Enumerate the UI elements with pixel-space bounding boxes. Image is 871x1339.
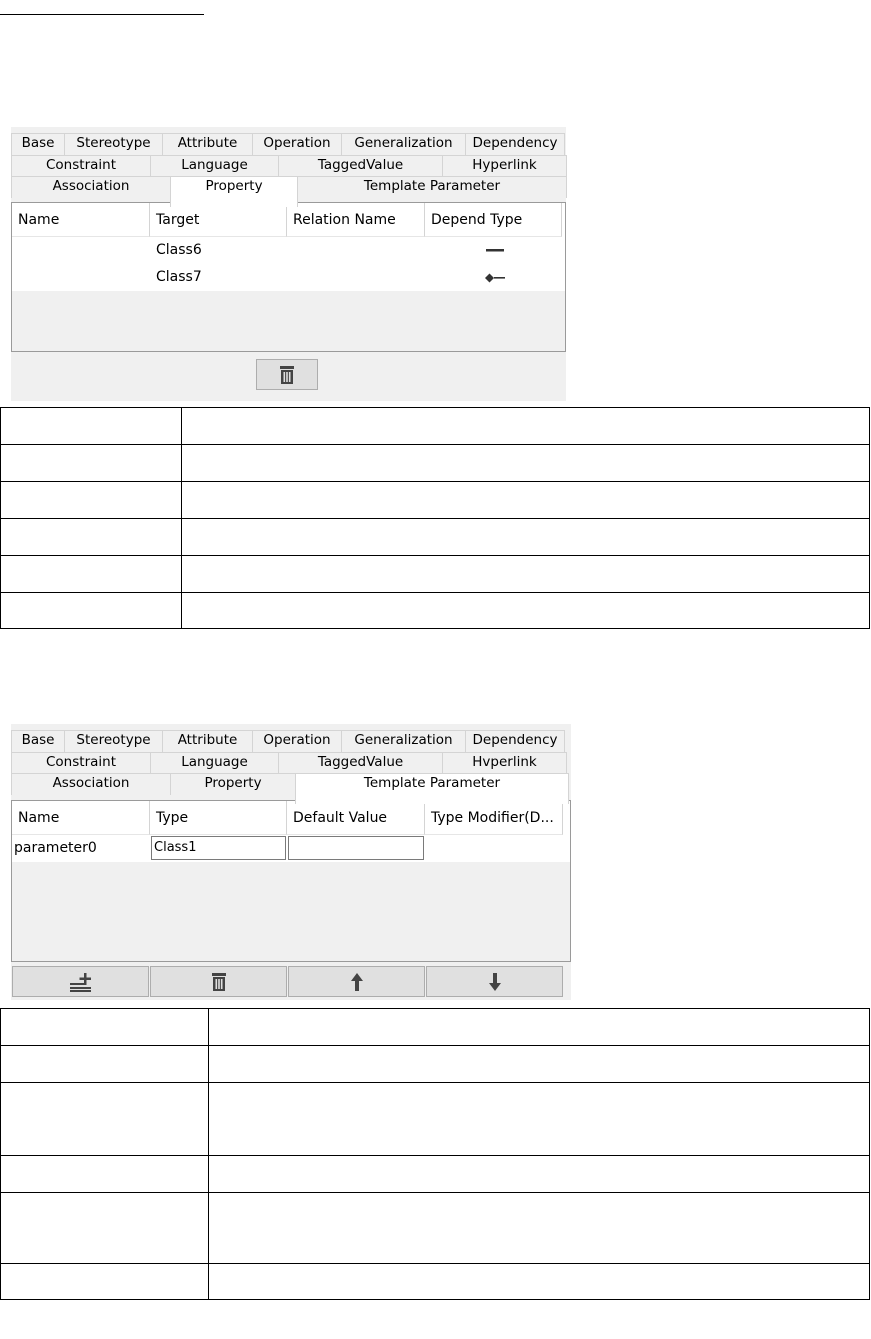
tab-language[interactable]: Language [150, 752, 279, 774]
tab-constraint[interactable]: Constraint [11, 155, 151, 177]
cell-default-value[interactable] [287, 835, 425, 862]
tab-constraint[interactable]: Constraint [11, 752, 151, 774]
tab-taggedvalue[interactable]: TaggedValue [278, 155, 443, 177]
delete-button[interactable] [256, 359, 318, 390]
tab-property[interactable]: Property [170, 773, 296, 795]
table-row[interactable] [12, 237, 565, 264]
table-row [1, 445, 870, 482]
table-row [1, 408, 870, 445]
underline-rule [0, 0, 204, 15]
table-row [1, 1046, 870, 1083]
tab-language[interactable]: Language [150, 155, 279, 177]
description-table-2 [0, 1008, 870, 1300]
tab-stereotype[interactable]: Stereotype [64, 730, 163, 752]
table-row [1, 1083, 870, 1156]
tab-dependency[interactable]: Dependency [465, 730, 565, 752]
tab-template-parameter[interactable]: Template Parameter [295, 773, 569, 804]
tab-base[interactable]: Base [11, 133, 65, 155]
tab-generalization[interactable]: Generalization [341, 730, 466, 752]
cell-relation-name[interactable] [287, 237, 425, 264]
cell-depend-type[interactable] [425, 264, 562, 291]
cell-name[interactable] [12, 264, 150, 291]
property-table [11, 202, 566, 352]
table-header [12, 801, 570, 835]
move-up-button[interactable] [288, 966, 425, 997]
template-parameter-table [11, 800, 571, 962]
table-row[interactable] [12, 264, 565, 291]
template-parameter-panel [11, 724, 571, 1000]
delete-button[interactable] [150, 966, 287, 997]
tab-generalization[interactable]: Generalization [341, 133, 466, 155]
tab-attribute[interactable]: Attribute [162, 133, 253, 155]
cell-target[interactable]: Class7 [156, 269, 202, 285]
tab-row-1 [11, 730, 571, 752]
down-arrow-icon [488, 972, 502, 992]
tab-hyperlink[interactable]: Hyperlink [442, 155, 567, 177]
column-header-target[interactable]: Target [150, 203, 287, 237]
cell-depend-type[interactable] [425, 237, 562, 264]
cell-name[interactable] [12, 237, 150, 264]
column-header-type[interactable]: Type [150, 801, 287, 835]
column-header-relation-name[interactable]: Relation Name [287, 203, 425, 237]
tab-hyperlink[interactable]: Hvperlink [442, 752, 567, 774]
table-row [1, 1264, 870, 1300]
column-header-name[interactable]: Name [12, 801, 150, 835]
tab-template-parameter[interactable]: Template Parameter [297, 176, 567, 198]
cell-relation-name[interactable] [287, 264, 425, 291]
tab-row-2 [11, 155, 566, 177]
column-header-name[interactable]: Name [12, 203, 150, 237]
cell-type[interactable] [150, 835, 287, 862]
cell-type-modifier[interactable] [425, 835, 563, 862]
cell-target[interactable]: Class6 [156, 242, 202, 258]
add-row-button[interactable] [12, 966, 149, 997]
tab-dependency[interactable]: Dependency [465, 133, 565, 155]
tab-property[interactable]: Property [170, 176, 298, 207]
table-row [1, 519, 870, 556]
tab-base[interactable]: Base [11, 730, 65, 752]
table-row[interactable] [12, 835, 570, 862]
up-arrow-icon [350, 972, 364, 992]
type-field[interactable]: Class1 [151, 836, 286, 860]
composition-diamond-icon [484, 272, 506, 284]
column-header-default-value[interactable]: Default Value [287, 801, 425, 835]
tab-stereotype[interactable]: Stereotype [64, 133, 163, 155]
move-down-button[interactable] [426, 966, 563, 997]
tab-taggedvalue[interactable]: TaggedValue [278, 752, 443, 774]
tab-row-2 [11, 752, 571, 774]
add-row-icon [69, 972, 93, 992]
description-table-1 [0, 407, 870, 629]
table-row [1, 1009, 870, 1046]
property-panel [11, 127, 566, 401]
default-value-field[interactable] [288, 836, 424, 860]
tab-operation[interactable]: Operation [252, 133, 342, 155]
table-row [1, 593, 870, 629]
table-row [1, 556, 870, 593]
column-header-type-modifier[interactable]: Type Modifier(D... [425, 801, 563, 835]
table-row [1, 1156, 870, 1193]
table-header [12, 203, 565, 237]
column-header-depend-type[interactable]: Depend Type [425, 203, 562, 237]
delete-icon [210, 972, 228, 992]
line-icon [485, 246, 505, 256]
tab-row-1 [11, 133, 566, 155]
table-row [1, 1193, 870, 1264]
table-row [1, 482, 870, 519]
cell-name[interactable]: parameter0 [14, 840, 97, 856]
tab-association[interactable]: Association [11, 176, 171, 198]
tab-operation[interactable]: Operation [252, 730, 342, 752]
delete-icon [278, 365, 296, 385]
tab-attribute[interactable]: Attribute [162, 730, 253, 752]
tab-association[interactable]: Association [11, 773, 171, 795]
